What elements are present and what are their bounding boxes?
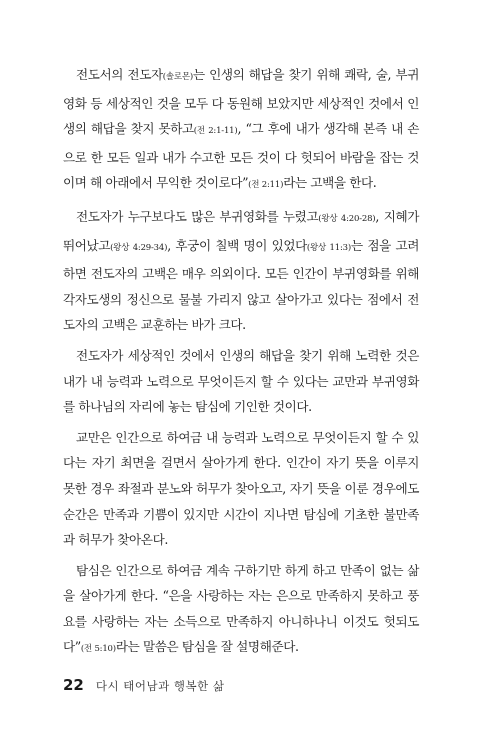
scripture-reference: (전 5:10) (80, 644, 116, 655)
text-run: 전도서의 전도자 (76, 67, 163, 82)
text-run: , 지혜가 뛰어났고 (63, 208, 419, 253)
scripture-reference: (왕상 4:20-28) (318, 213, 376, 224)
scripture-reference: (솔로몬) (162, 72, 193, 82)
scripture-reference: (전 2:11) (248, 180, 284, 191)
text-run: 는 인생의 해답을 찾기 위해 쾌락, 술, 부귀영화 등 세상적인 것을 모두 다 동원해 보았지만 세상적인 것에서 인생의 해답을 찾지 못하고 (63, 67, 419, 137)
text-run: , 후궁이 칠백 명이 있었다 (167, 237, 307, 253)
paragraph (63, 343, 419, 420)
page-number: 22 (63, 676, 84, 694)
paragraph (63, 204, 419, 338)
scripture-reference: (왕상 4:29-34) (110, 242, 168, 253)
text-run: 라는 말씀은 탐심을 잘 설명해준다. (115, 639, 299, 655)
text-run: 전도자가 누구보다도 많은 부귀영화를 누렸고 (76, 208, 319, 224)
text-run: , “그 후에 내가 생각해 본즉 내 손으로 한 모든 일과 내가 수고한 모든 것이 다 헛되어 바람을 잡는 것이며 해 아래에서 무익한 것이로다” (63, 121, 419, 191)
paragraph (63, 558, 419, 663)
paragraph (63, 425, 419, 553)
text-run: 라는 고백을 한다. (283, 175, 377, 191)
text-run: 탐심은 인간으로 하여금 계속 구하기만 하게 하고 만족이 없는 삶을 살아가게 한다. “은을 사랑하는 자는 은으로 만족하지 못하고 풍요를 사랑하는 자는 소득으로 만족하지 아니하나니 이것도 헛되도다” (63, 562, 419, 655)
page-footer (63, 676, 224, 694)
running-title: 다시 태어남과 행복한 삶 (95, 679, 225, 693)
scripture-reference: (왕상 11:3) (306, 242, 351, 253)
text-run: 는 점을 고려하면 전도자의 고백은 매우 의외이다. 모든 인간이 부귀영화를 위해 각자도생의 정신으로 물불 가리지 않고 살아가고 있다는 점에서 전도자의 고백은 교훈하는 바가 크다. (63, 237, 419, 333)
text-run: 전도자가 세상적인 것에서 인생의 해답을 찾기 위해 노력한 것은 내가 내 능력과 노력으로 무엇이든지 할 수 있다는 교만과 부귀영화를 하나님의 자리에 놓는 탐심에 기인한 것이다. (63, 347, 419, 415)
body-text (63, 62, 419, 668)
scripture-reference: (전 2:1-11) (193, 126, 238, 137)
paragraph (63, 62, 419, 199)
text-run: 교만은 인간으로 하여금 내 능력과 노력으로 무엇이든지 할 수 있다는 자기 최면을 걸면서 살아가게 한다. 인간이 자기 뜻을 이루지 못한 경우 좌절과 분노와 허무가 찾아오고, 자기 뜻을 이룬 경우에도 순간은 만족과 기쁨이 있지만 시간이 지나면 탐심에 기초한 불만족과 허무가 찾아온다. (63, 429, 419, 548)
